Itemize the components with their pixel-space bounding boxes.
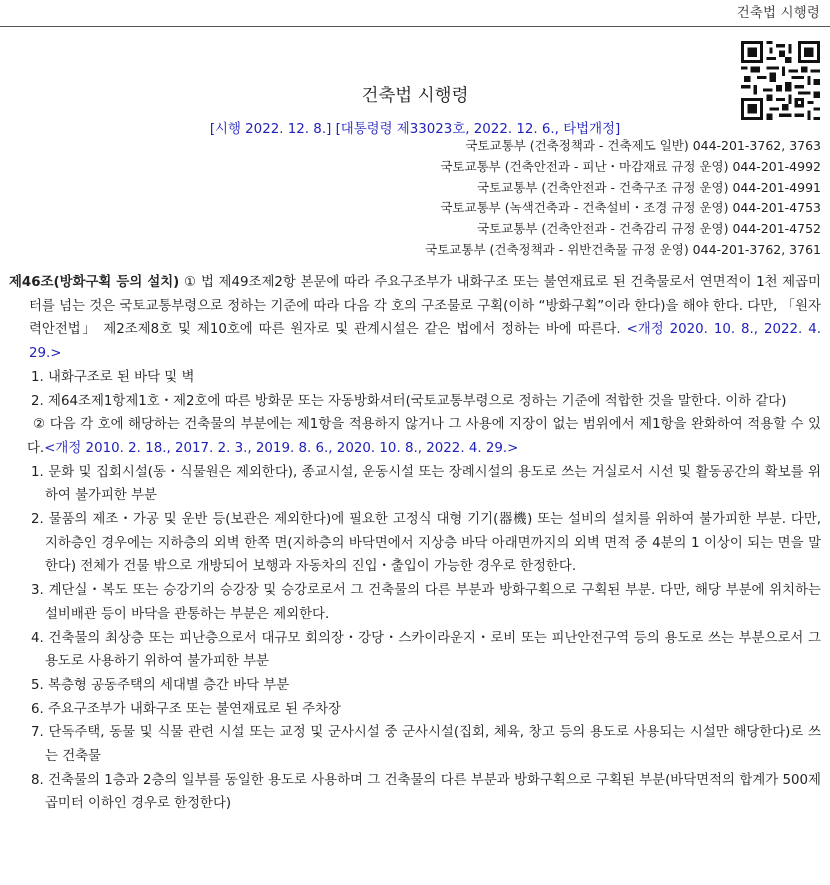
list-item: 5. 복층형 공동주택의 세대별 층간 바닥 부분: [31, 677, 290, 693]
list-item: 1. 내화구조로 된 바닥 및 벽: [31, 369, 195, 385]
document-title: 건축법 시행령: [361, 86, 469, 106]
header-law-name: 건축법 시행령: [736, 6, 820, 21]
paragraph-2-text: ② 다음 각 호에 해당하는 건축물의 부분에는 제1항을 적용하지 않거나 그 사용에 지장이 없는 범위에서 제1항을 완화하여 적용할 수 있다.: [27, 417, 821, 456]
paragraph-2: [9, 413, 821, 460]
ministry-contact-line: 국토교통부 (건축안전과 - 건축감리 규정 운영) 044-201-4752: [476, 221, 821, 237]
ministry-contact-line: 국토교통부 (건축정책과 - 건축제도 일반) 044-201-3762, 3763: [465, 138, 821, 153]
ministry-contacts: [425, 136, 821, 261]
list-item: 7. 단독주택, 동물 및 식물 관련 시설 또는 교정 및 군사시설 중 군사시설(집회, 체육, 창고 등의 용도로 사용되는 시설만 해당한다)로 쓰는 건축물: [31, 725, 821, 765]
ministry-contact-line: 국토교통부 (녹색건축과 - 건축설비・조경 규정 운영) 044-201-4753: [440, 200, 821, 216]
list-item: 1. 문화 및 집회시설(동・식물원은 제외한다), 종교시설, 운동시설 또는 장례시설의 용도로 쓰는 거실로서 시선 및 활동공간의 확보를 위하여 불가피한 부분: [31, 464, 821, 504]
list-item: 2. 제64조제1항제1호・제2호에 따른 방화문 또는 자동방화셔터(국토교통부령으로 정하는 기준에 적합한 것을 말한다. 이하 같다): [31, 393, 787, 409]
header-divider: [0, 26, 830, 27]
article-title: 제46조(방화구획 등의 설치): [9, 275, 180, 290]
list-item: 6. 주요구조부가 내화구조 또는 불연재료로 된 주차장: [31, 701, 341, 717]
qr-code-icon: [741, 41, 820, 120]
amendment-note: <개정 2010. 2. 18., 2017. 2. 3., 2019. 8. 6., 2020. 10. 8., 2022. 4. 29.>: [44, 440, 519, 456]
list-item: 4. 건축물의 최상층 또는 피난층으로서 대규모 회의장・강당・스카이라운지・로비 또는 피난안전구역 등의 용도로 쓰는 부분으로서 그 용도로 사용하기 위하여 불가피한 부분: [31, 630, 821, 670]
ministry-contact-line: 국토교통부 (건축안전과 - 피난・마감재료 규정 운영) 044-201-4992: [440, 158, 821, 174]
list-item: 3. 계단실・복도 또는 승강기의 승강장 및 승강로로서 그 건축물의 다른 부분과 방화구획으로 구획된 부분. 다만, 해당 부분에 위치하는 설비배관 등이 바닥을 관통하는 부분은 제외한다.: [31, 583, 821, 622]
ministry-contact-line: 국토교통부 (건축정책과 - 위반건축물 규정 운영) 044-201-3762, 3761: [425, 241, 821, 257]
paragraph-1-text: ① 법 제49조제2항 본문에 따라 주요구조부가 내화구조 또는 불연재료로 된 건축물로서 연면적이 1천 제곱미터를 넘는 것은 국토교통부령으로 정하는 기준에 따라 다음 각 호의 구조물로 구획(이하 “방화구획”이라 한다)을 해야 한다. 다만, 「원자력안전법」 제2조제8호 및 제10호에 따른 원자로 및 관계시설은 같은 법에서 정하는 바에 따른다.: [29, 275, 821, 338]
paragraph-1: [9, 271, 821, 366]
list-item: 8. 건축물의 1층과 2층의 일부를 동일한 용도로 사용하며 그 건축물의 다른 부분과 방화구획으로 구획된 부분(바닥면적의 합계가 500제곱미터 이하인 경우로 한정한다): [31, 772, 821, 812]
amendment-note: <개정 2020. 10. 8., 2022. 4. 29.>: [29, 322, 821, 362]
ministry-contact-line: 국토교통부 (건축안전과 - 건축구조 규정 운영) 044-201-4991: [476, 179, 821, 195]
list-item: 2. 물품의 제조・가공 및 운반 등(보관은 제외한다)에 필요한 고정식 대형 기기(器機) 또는 설비의 설치를 위하여 불가피한 부분. 다만, 지하층인 경우에는 지하층의 외벽 한쪽 면(지하층의 바닥면에서 지상층 바닥 아래면까지의 외벽 면적 중 4분의 1 이상이 되는 면을 말한다) 전체가 건물 밖으로 개방되어 보행과 자동차의 진입・출입이 가능한 경우로 한정한다.: [31, 512, 821, 575]
article-46: [9, 271, 821, 816]
enactment-info: [시행 2022. 12. 8.] [대통령령 제33023호, 2022. 12. 6., 타법개정]: [209, 122, 621, 137]
